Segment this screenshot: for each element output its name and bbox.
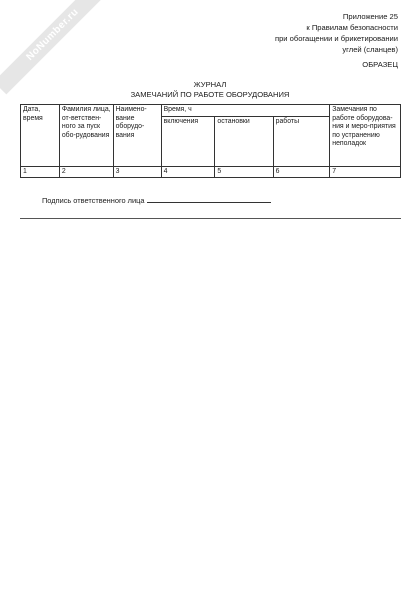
column-number: 4 <box>161 166 215 178</box>
column-number-row <box>21 166 401 178</box>
header-responsible-person: Фамилия лица, от-ветствен-ного за пуск обо-рудования <box>59 105 113 167</box>
signature-block <box>42 194 271 205</box>
journal-table <box>20 104 401 178</box>
column-number: 7 <box>330 166 401 178</box>
appendix-line: при обогащении и брикетировании <box>274 34 398 43</box>
appendix-header <box>275 11 398 55</box>
header-time-work: работы <box>273 116 330 166</box>
header-time-stop: остановки <box>215 116 273 166</box>
appendix-line: к Правилам безопасности <box>306 23 398 32</box>
header-date: Дата, время <box>21 105 60 167</box>
header-equipment-name: Наимено-вание оборудо-вания <box>113 105 161 167</box>
document-title <box>0 80 420 100</box>
appendix-line: Приложение 25 <box>342 12 398 21</box>
signature-line <box>147 194 271 203</box>
column-number: 2 <box>59 166 113 178</box>
divider <box>20 218 401 219</box>
title-line-1: ЖУРНАЛ <box>193 80 227 89</box>
column-number: 1 <box>21 166 60 178</box>
sample-label: ОБРАЗЕЦ <box>362 60 398 69</box>
column-number: 3 <box>113 166 161 178</box>
header-remarks: Замечания по работе оборудова-ния и меро-приятия по устранению неполадок <box>330 105 401 167</box>
signature-label: Подпись ответственного лица <box>42 196 145 205</box>
header-time: Время, ч <box>161 105 330 117</box>
column-number: 5 <box>215 166 273 178</box>
appendix-line: углей (сланцев) <box>342 45 398 54</box>
header-time-on: включения <box>161 116 215 166</box>
table-header-row <box>21 105 401 117</box>
title-line-2: ЗАМЕЧАНИЙ ПО РАБОТЕ ОБОРУДОВАНИЯ <box>130 90 290 99</box>
watermark: NoNumber.ru <box>0 0 112 94</box>
column-number: 6 <box>273 166 330 178</box>
